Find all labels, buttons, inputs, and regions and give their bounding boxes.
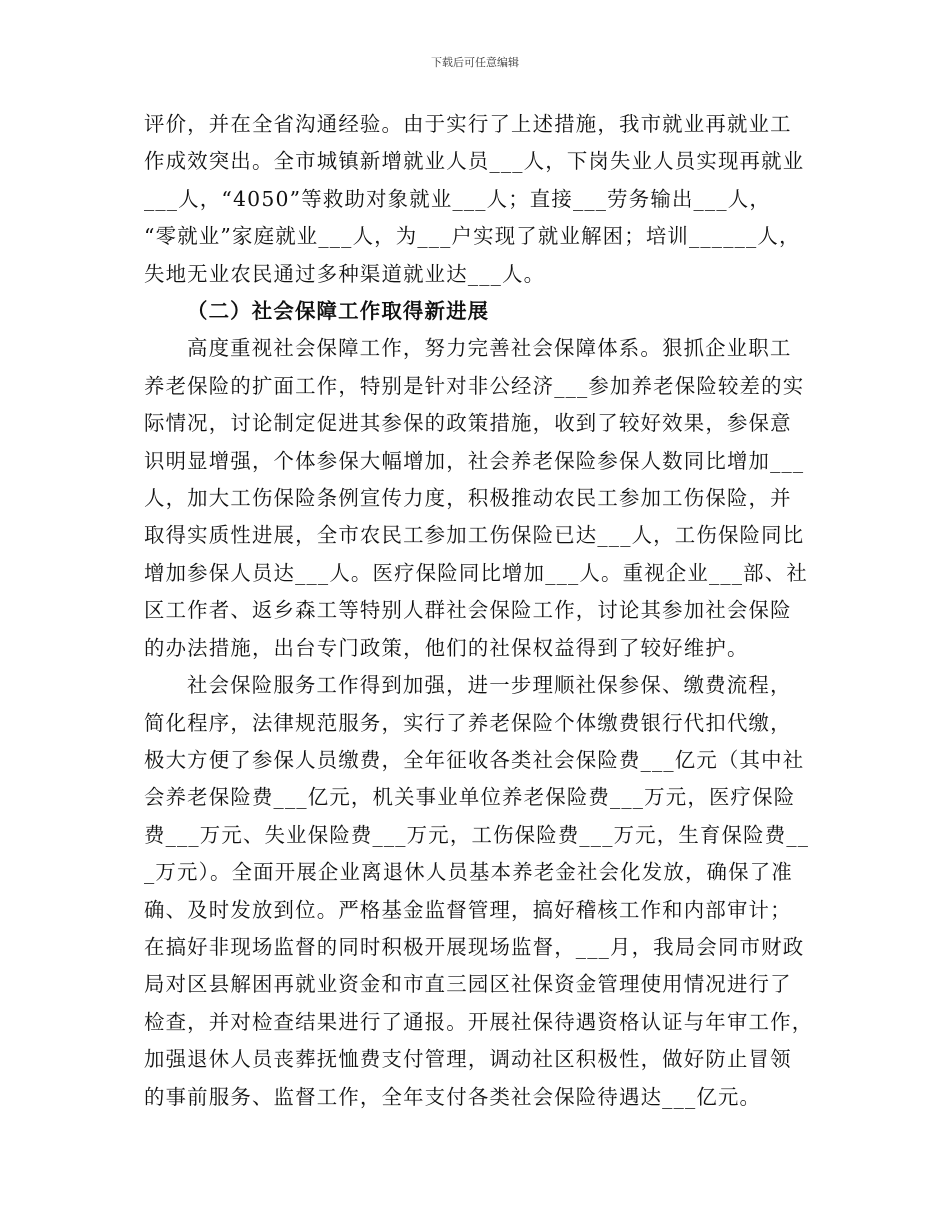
- text-line: 社会保险服务工作得到加强，进一步理顺社保参保、缴费流程，: [187, 673, 792, 698]
- text-line: 加强退休人员丧葬抚恤费支付管理，调动社区积极性，做好防止冒领: [144, 1047, 792, 1072]
- text-line: 确、及时发放到位。严格基金监督管理，搞好稽核工作和内部审计；: [144, 897, 792, 922]
- text-line: 区工作者、返乡森工等特别人群社会保险工作，讨论其参加社会保险: [144, 598, 792, 623]
- paragraph-social-security: [144, 330, 820, 667]
- text-line: 的事前服务、监督工作，全年支付各类社会保险待遇达___亿元。: [144, 1084, 762, 1109]
- text-line: 失地无业农民通过多种渠道就业达___人。: [144, 261, 546, 286]
- text-line: “零就业”家庭就业___人，为___户实现了就业解困；培训______人，: [144, 224, 801, 249]
- page-header: 下载后可任意编辑: [431, 56, 519, 69]
- text-line: 简化程序，法律规范服务，实行了养老保险个体缴费银行代扣代缴，: [144, 710, 792, 735]
- text-line: 取得实质性进展，全市农民工参加工伤保险已达___人，工伤保险同比: [144, 523, 805, 548]
- text-line: 在搞好非现场监督的同时积极开展现场监督，___月，我局会同市财政: [144, 934, 805, 959]
- text-line: 增加参保人员达___人。医疗保险同比增加___人。重视企业___部、社: [144, 560, 808, 585]
- text-line: 作成效突出。全市城镇新增就业人员___人，下岗失业人员实现再就业: [144, 149, 805, 174]
- paragraph-insurance-service: [144, 667, 820, 1116]
- text-line: 人，加大工伤保险条例宣传力度，积极推动农民工参加工伤保险，并: [144, 486, 792, 511]
- text-line: 极大方便了参保人员缴费，全年征收各类社会保险费___亿元（其中社: [144, 747, 805, 772]
- text-line: ___人，“4050”等救助对象就业___人；直接___劳务输出___人，: [144, 186, 771, 211]
- text-line: 局对区县解困再就业资金和市直三园区社保资金管理使用情况进行了: [144, 972, 792, 997]
- text-line: 养老保险的扩面工作，特别是针对非公经济___参加养老保险较差的实: [144, 373, 805, 398]
- paragraph-employment: [144, 106, 820, 293]
- text-line: 会养老保险费___亿元，机关事业单位养老保险费___万元，医疗保险: [144, 785, 796, 810]
- text-line: 费___万元、失业保险费___万元，工伤保险费___万元，生育保险费__: [144, 822, 810, 847]
- text-line: 识明显增强，个体参保大幅增加，社会养老保险参保人数同比增加___: [144, 448, 805, 473]
- text-line: _万元）。全面开展企业离退休人员基本养老金社会化发放，确保了准: [144, 860, 793, 885]
- text-line: 评价，并在全省沟通经验。由于实行了上述措施，我市就业再就业工: [144, 112, 792, 136]
- text-line: 的办法措施，出台专门政策，他们的社保权益得到了较好维护。: [144, 635, 749, 660]
- text-line: 高度重视社会保障工作，努力完善社会保障体系。狠抓企业职工: [187, 336, 792, 361]
- document-body: [144, 106, 820, 1116]
- text-line: 检查，并对检查结果进行了通报。开展社保待遇资格认证与年审工作，: [144, 1009, 814, 1034]
- section-heading: （二）社会保障工作取得新进展: [187, 299, 490, 324]
- text-line: 际情况，讨论制定促进其参保的政策措施，收到了较好效果，参保意: [144, 411, 792, 436]
